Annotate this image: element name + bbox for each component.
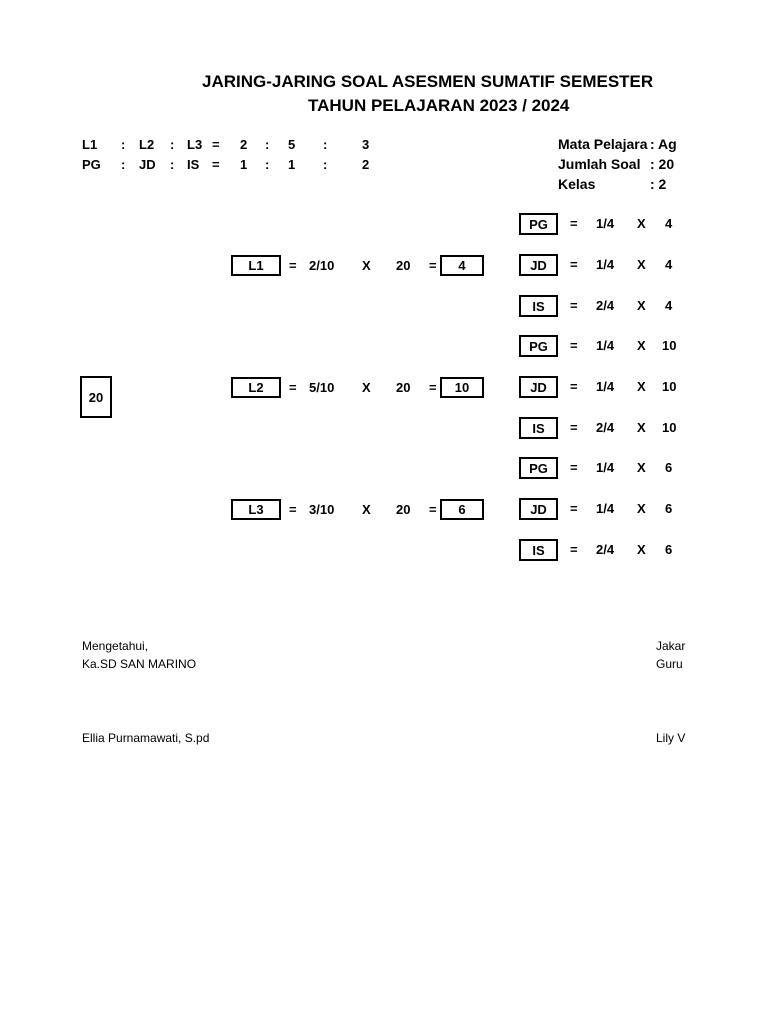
level-eq2: = [429, 258, 437, 273]
level-fraction: 3/10 [309, 502, 335, 517]
type-label-box: IS [519, 295, 558, 317]
ratio-cell: JD [139, 157, 156, 172]
count-value: : 20 [650, 156, 675, 172]
type-label-box: PG [519, 335, 558, 357]
type-fraction: 2/4 [596, 420, 615, 435]
ratio-cell: 2 [240, 137, 248, 152]
type-eq: = [570, 216, 578, 231]
level-eq2: = [429, 380, 437, 395]
type-fraction: 2/4 [596, 542, 615, 557]
type-label-box: JD [519, 498, 558, 520]
ratio-cell: PG [82, 157, 101, 172]
ratio-cell: 5 [288, 137, 296, 152]
class-label: Kelas [558, 176, 596, 192]
level-eq: = [289, 502, 297, 517]
ratio-cell: 1 [240, 157, 248, 172]
type-label-box: PG [519, 457, 558, 479]
type-fraction: 1/4 [596, 460, 615, 475]
ratio-cell: 3 [362, 137, 370, 152]
type-fraction: 1/4 [596, 338, 615, 353]
sig-right-line-2: Guru [656, 657, 683, 671]
ratio-cell: : [323, 157, 328, 172]
ratio-cell: = [212, 157, 220, 172]
type-fraction: 2/4 [596, 298, 615, 313]
type-count: 6 [665, 542, 673, 557]
type-times: X [637, 542, 646, 557]
type-times: X [637, 338, 646, 353]
type-times: X [637, 298, 646, 313]
level-eq: = [289, 258, 297, 273]
ratio-cell: : [121, 157, 126, 172]
type-eq: = [570, 460, 578, 475]
ratio-cell: : [323, 137, 328, 152]
type-count: 10 [662, 379, 677, 394]
level-fraction: 5/10 [309, 380, 335, 395]
ratio-cell: IS [187, 157, 200, 172]
level-result-box: 10 [440, 377, 484, 398]
subject-value: : Ag [650, 136, 677, 152]
type-times: X [637, 216, 646, 231]
level-result-box: 6 [440, 499, 484, 520]
ratio-cell: : [170, 137, 175, 152]
type-label-box: PG [519, 213, 558, 235]
type-count: 4 [665, 298, 673, 313]
type-count: 4 [665, 216, 673, 231]
type-eq: = [570, 257, 578, 272]
type-label-box: JD [519, 254, 558, 276]
class-value: : 2 [650, 176, 667, 192]
total-box: 20 [80, 376, 112, 418]
ratio-cell: : [121, 137, 126, 152]
level-result-box: 4 [440, 255, 484, 276]
sig-left-line-1: Mengetahui, [82, 639, 149, 653]
info-block [558, 136, 686, 196]
level-times: X [362, 380, 371, 395]
sig-right-name: Lily V [656, 731, 686, 745]
type-eq: = [570, 501, 578, 516]
sig-left-name: Ellia Purnamawati, S.pd [82, 731, 210, 745]
level-label-box: L2 [231, 377, 281, 398]
type-times: X [637, 460, 646, 475]
level-times: X [362, 258, 371, 273]
title-line-2: TAHUN PELAJARAN 2023 / 2024 [308, 96, 570, 115]
type-label-box: JD [519, 376, 558, 398]
type-count: 6 [665, 460, 673, 475]
level-eq2: = [429, 502, 437, 517]
type-eq: = [570, 298, 578, 313]
type-count: 6 [665, 501, 673, 516]
ratio-cell: : [265, 157, 270, 172]
type-fraction: 1/4 [596, 379, 615, 394]
level-fraction: 2/10 [309, 258, 335, 273]
level-times: X [362, 502, 371, 517]
type-label-box: IS [519, 539, 558, 561]
type-eq: = [570, 338, 578, 353]
ratio-cell: L3 [187, 137, 203, 152]
type-count: 10 [662, 420, 677, 435]
sig-right-line-1: Jakar [656, 639, 686, 653]
type-times: X [637, 420, 646, 435]
ratio-cell: = [212, 137, 220, 152]
type-eq: = [570, 420, 578, 435]
type-times: X [637, 257, 646, 272]
type-fraction: 1/4 [596, 501, 615, 516]
level-total: 20 [396, 258, 411, 273]
type-times: X [637, 379, 646, 394]
ratio-cell: : [170, 157, 175, 172]
type-count: 10 [662, 338, 677, 353]
ratio-cell: : [265, 137, 270, 152]
ratio-cell: L1 [82, 137, 98, 152]
type-count: 4 [665, 257, 673, 272]
subject-label: Mata Pelajara [558, 136, 648, 152]
level-eq: = [289, 380, 297, 395]
count-label: Jumlah Soal [558, 156, 641, 172]
level-label-box: L3 [231, 499, 281, 520]
type-fraction: 1/4 [596, 257, 615, 272]
level-label-box: L1 [231, 255, 281, 276]
ratio-cell: 2 [362, 157, 370, 172]
type-fraction: 1/4 [596, 216, 615, 231]
type-eq: = [570, 542, 578, 557]
title-line-1: JARING-JARING SOAL ASESMEN SUMATIF SEMESTER [202, 72, 654, 91]
type-times: X [637, 501, 646, 516]
sig-left-line-2: Ka.SD SAN MARINO [82, 657, 197, 671]
level-total: 20 [396, 380, 411, 395]
ratio-cell: L2 [139, 137, 155, 152]
level-total: 20 [396, 502, 411, 517]
type-label-box: IS [519, 417, 558, 439]
ratio-cell: 1 [288, 157, 296, 172]
type-eq: = [570, 379, 578, 394]
